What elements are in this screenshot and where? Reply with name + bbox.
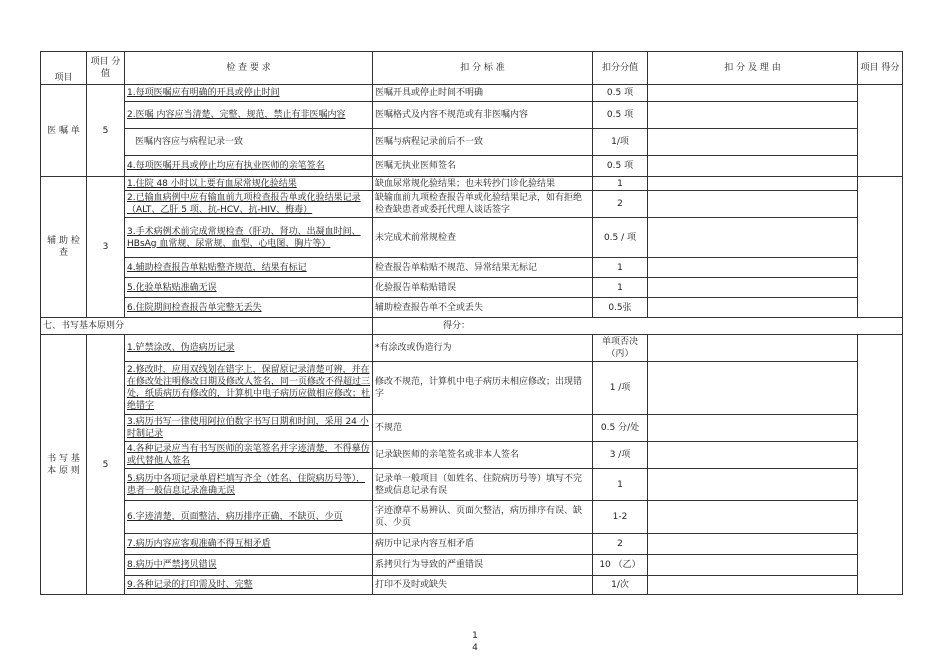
standard-cell: 医嘱与病程记录前后不一致 (373, 129, 593, 156)
requirement-cell: 3.手术病例术前完成常规检查（肝功、肾功、出凝血时间、HBsAg 血常规、尿常规、血型、心电图、胸片等） (125, 218, 373, 258)
table-row (41, 442, 903, 469)
orders-section-score: 5 (87, 85, 125, 177)
deduct-reason-cell[interactable] (648, 102, 858, 129)
page-sub-number: 4 (472, 643, 478, 653)
header-standard: 扣 分 标 准 (373, 52, 593, 85)
requirement-cell: 9.各种记录的打印需及时、完整 (125, 576, 373, 595)
project-score-cell[interactable] (858, 85, 903, 177)
table-row (41, 177, 903, 191)
table-row (41, 85, 903, 102)
table-row (41, 218, 903, 258)
table-row (41, 415, 903, 442)
standard-cell: 打印不及时或缺失 (373, 576, 593, 595)
deduct-value-cell: 2 (593, 534, 648, 555)
standard-cell: 辅助检查报告单不全或丢失 (373, 298, 593, 318)
deduct-reason-cell[interactable] (648, 177, 858, 191)
deduct-reason-cell[interactable] (648, 298, 858, 318)
requirement-cell: 3.病历书写一律使用阿拉伯数字书写日期和时间，采用 24 小时制记录 (125, 415, 373, 442)
project-score-cell[interactable] (858, 177, 903, 318)
standard-cell: 记录单一般项目（如姓名、住院病历号等）填写不完整或信息记录有误 (373, 469, 593, 501)
header-project-score: 项目 得分 (858, 52, 903, 85)
standard-cell: 修改不规范，计算机中电子病历未相应修改；出现错字 (373, 362, 593, 415)
deduct-value-cell: 0.5张 (593, 298, 648, 318)
deduct-value-cell: 0.5 / 项 (593, 218, 648, 258)
deduct-reason-cell[interactable] (648, 555, 858, 576)
table-row (41, 555, 903, 576)
requirement-cell: 医嘱内容应与病程记录一致 (125, 129, 373, 156)
requirement-cell: 1.每项医嘱应有明确的开具或停止时间 (125, 85, 373, 102)
deduct-value-cell: 单项否决（丙） (593, 335, 648, 362)
deduct-reason-cell[interactable] (648, 415, 858, 442)
requirement-cell: 4.每项医嘱开具或停止均应有执业医师的亲笔签名 (125, 156, 373, 177)
deduct-value-cell: 1 (593, 278, 648, 298)
standard-cell: 化验报告单粘贴错误 (373, 278, 593, 298)
section-heading-row (41, 318, 903, 335)
table-row (41, 102, 903, 129)
table-row (41, 534, 903, 555)
section7-score-label: 得分： (373, 318, 903, 335)
deduct-reason-cell[interactable] (648, 218, 858, 258)
table-row (41, 191, 903, 218)
deduct-reason-cell[interactable] (648, 469, 858, 501)
deduct-value-cell: 1/次 (593, 576, 648, 595)
standard-cell: 不规范 (373, 415, 593, 442)
standard-cell: 记录缺医师的亲笔签名或非本人签名 (373, 442, 593, 469)
deduct-value-cell: 1/项 (593, 129, 648, 156)
table-row (41, 258, 903, 278)
deduct-value-cell: 1-2 (593, 501, 648, 534)
requirement-cell: 2.已输血病例中应有输血前九项检查报告单或化验结果记录（ALT、乙肝 5 项、抗-HCV、抗-HIV、梅毒） (125, 191, 373, 218)
requirement-cell: 8.病历中严禁拷贝错误 (125, 555, 373, 576)
standard-cell: 字迹潦草不易辨认、页面欠整洁，病历排序有误、缺页、少页 (373, 501, 593, 534)
header-score-value: 项目 分值 (87, 52, 125, 85)
scoring-table (40, 51, 903, 595)
table-row (41, 362, 903, 415)
table-row (41, 576, 903, 595)
section7-title: 七、书写基本原则分 (41, 318, 373, 335)
aux-section-score: 3 (87, 177, 125, 318)
table-row (41, 335, 903, 362)
requirement-cell: 6.字迹清楚，页面整洁，病历排序正确，不缺页、少页 (125, 501, 373, 534)
table-row (41, 469, 903, 501)
page-number: 1 (472, 631, 478, 641)
requirement-cell: 4.辅助检查报告单粘贴整齐规范，结果有标记 (125, 258, 373, 278)
writing-section-score: 5 (87, 335, 125, 595)
standard-cell: 医嘱无执业医师签名 (373, 156, 593, 177)
table-row (41, 298, 903, 318)
deduct-value-cell: 1 (593, 258, 648, 278)
deduct-value-cell: 0.5 项 (593, 102, 648, 129)
requirement-cell: 7.病历内容应客观准确不得互相矛盾 (125, 534, 373, 555)
deduct-reason-cell[interactable] (648, 258, 858, 278)
deduct-reason-cell[interactable] (648, 335, 858, 362)
project-score-cell[interactable] (858, 335, 903, 595)
requirement-cell: 4.各种记录应当有书写医师的亲笔签名并字迹清楚，不得摹仿或代替他人签名 (125, 442, 373, 469)
deduct-value-cell: 1 (593, 469, 648, 501)
header-project: 项目 (41, 52, 87, 85)
standard-cell: 系拷贝行为导致的严重错误 (373, 555, 593, 576)
deduct-reason-cell[interactable] (648, 129, 858, 156)
header-deduct-value: 扣分分值 (593, 52, 648, 85)
requirement-cell: 1.住院 48 小时以上要有血尿常规化验结果 (125, 177, 373, 191)
deduct-reason-cell[interactable] (648, 191, 858, 218)
deduct-value-cell: 1 (593, 177, 648, 191)
deduct-reason-cell[interactable] (648, 156, 858, 177)
table-row (41, 156, 903, 177)
deduct-reason-cell[interactable] (648, 442, 858, 469)
deduct-value-cell: 0.5 项 (593, 85, 648, 102)
requirement-cell: 5.病历中各项记录单眉栏填写齐全（姓名、住院病历号等），患者一般信息记录准确无误 (125, 469, 373, 501)
standard-cell: 医嘱开具或停止时间不明确 (373, 85, 593, 102)
deduct-reason-cell[interactable] (648, 534, 858, 555)
requirement-cell: 2.修改时，应用双线划在错字上，保留原记录清楚可辨，并在在修改处注明修改日期及修改人签名，同一页修改不得超过三处，纸质病历有修改的，计算机中电子病历应做相应修改；杜绝错字 (125, 362, 373, 415)
deduct-reason-cell[interactable] (648, 576, 858, 595)
deduct-reason-cell[interactable] (648, 85, 858, 102)
standard-cell: 病历中记录内容互相矛盾 (373, 534, 593, 555)
table-header-row (41, 52, 903, 85)
standard-cell: 检查报告单粘贴不规范、异常结果无标记 (373, 258, 593, 278)
orders-section-name: 医 嘱 单 (41, 85, 87, 177)
deduct-reason-cell[interactable] (648, 362, 858, 415)
deduct-value-cell: 3 /项 (593, 442, 648, 469)
deduct-reason-cell[interactable] (648, 278, 858, 298)
requirement-cell: 5.化验单粘贴准确无误 (125, 278, 373, 298)
deduct-value-cell: 0.5 分/处 (593, 415, 648, 442)
deduct-value-cell: 0.5 项 (593, 156, 648, 177)
header-deduct-reason: 扣 分 及 理 由 (648, 52, 858, 85)
deduct-value-cell: 2 (593, 191, 648, 218)
deduct-value-cell: 1 /项 (593, 362, 648, 415)
aux-section-name: 辅 助 检 查 (41, 177, 87, 318)
requirement-cell: 2.医嘱 内容应当清楚、完整、规范，禁止有非医嘱内容 (125, 102, 373, 129)
standard-cell: 医嘱格式及内容不规范或有非医嘱内容 (373, 102, 593, 129)
writing-section-name: 书 写 基 本 原 则 (41, 335, 87, 595)
table-row (41, 278, 903, 298)
table-row (41, 129, 903, 156)
standard-cell: 未完成术前常规检查 (373, 218, 593, 258)
standard-cell: 缺输血前九项检查报告单或化验结果记录，如有拒绝检查缺患者或委托代理人谈话签字 (373, 191, 593, 218)
deduct-value-cell: 10 （乙） (593, 555, 648, 576)
requirement-cell: 1.铲禁涂改、伪造病历记录 (125, 335, 373, 362)
requirement-cell: 6.住院期间检查报告单完整无丢失 (125, 298, 373, 318)
header-requirement: 检 查 要 求 (125, 52, 373, 85)
standard-cell: *有涂改或伪造行为 (373, 335, 593, 362)
table-row (41, 501, 903, 534)
deduct-reason-cell[interactable] (648, 501, 858, 534)
standard-cell: 缺血尿常规化验结果；也未转抄门诊化验结果 (373, 177, 593, 191)
